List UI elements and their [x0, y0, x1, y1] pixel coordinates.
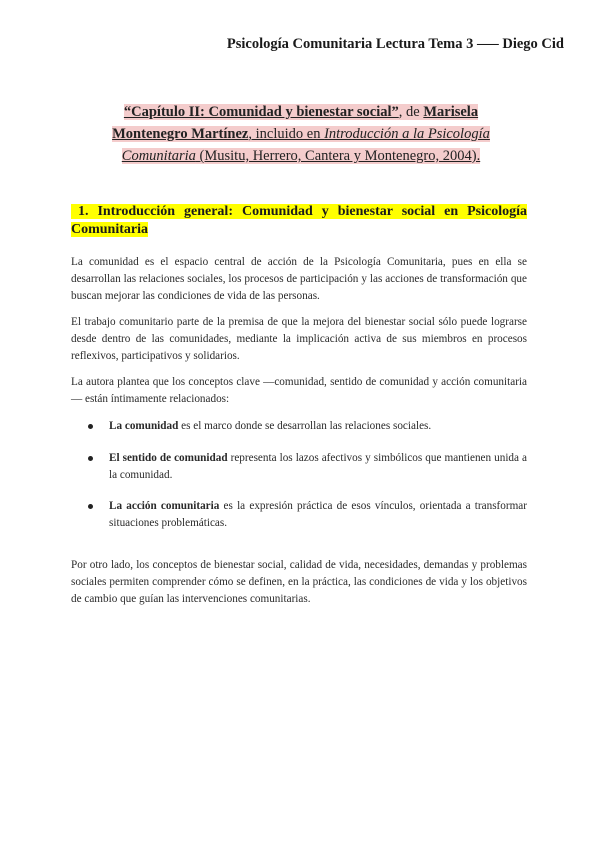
- list-item-text: [109, 418, 527, 435]
- paragraph-2: El trabajo comunitario parte de la premisa de que la mejora del bienestar social sólo puede lograrse desde dentro de las comunidades, mediante la implicación activa de sus miembros en procesos reflexivos, participativos y solidarios.: [71, 316, 527, 362]
- citation-sep-de: , de: [398, 104, 424, 120]
- section-heading: [71, 203, 527, 239]
- paragraph-3: La autora plantea que los conceptos clave —comunidad, sentido de comunidad y acción comunitaria— están íntimamente relacionados:: [71, 376, 527, 405]
- section-heading-text: 1. Introducción general: Comunidad y bienestar social en Psicología Comunitaria: [71, 204, 527, 237]
- bullet-icon: [88, 424, 93, 429]
- list-item-description: es el marco donde se desarrollan las relaciones sociales.: [178, 420, 432, 432]
- citation: [86, 101, 516, 167]
- chapter-title: “Capítulo II: Comunidad y bienestar social”: [123, 104, 399, 120]
- bullet-icon: [88, 456, 93, 461]
- book-title: Introducción a la Psicología Comunitaria: [121, 126, 490, 164]
- list-item-term: La acción comunitaria: [109, 500, 220, 512]
- paragraph-1: La comunidad es el espacio central de acción de la Psicología Comunitaria, pues en ella se desarrollan las relaciones sociales, los procesos de participación y las acciones de transformación que buscan mejorar las condiciones de vida de las personas.: [71, 256, 527, 302]
- citation-sep-incluido: , incluido en: [248, 126, 325, 142]
- list-item-description: es la expresión práctica de esos vínculos, orientada a transformar situaciones problemáticas.: [109, 500, 527, 529]
- closing-paragraph: Por otro lado, los conceptos de bienestar social, calidad de vida, necesidades, demandas y problemas sociales permiten comprender cómo se definen, en la práctica, las condiciones de vida y los objetivos de cambio que guían las intervenciones comunitarias.: [71, 559, 527, 605]
- list-item-term: El sentido de comunidad: [109, 452, 228, 464]
- list-item-term: La comunidad: [109, 420, 179, 432]
- citation-reference: (Musitu, Herrero, Cantera y Montenegro, 2004).: [195, 148, 481, 164]
- list-item-description: representa los lazos afectivos y simbólicos que mantienen unida a la comunidad.: [109, 452, 527, 481]
- bullet-icon: [88, 504, 93, 509]
- page-header: Psicología Comunitaria Lectura Tema 3 —– Diego Cid: [226, 36, 564, 52]
- list-item-text: [109, 498, 527, 532]
- author-name: Marisela Montenegro Martínez: [112, 104, 479, 142]
- list-item-text: [109, 450, 527, 484]
